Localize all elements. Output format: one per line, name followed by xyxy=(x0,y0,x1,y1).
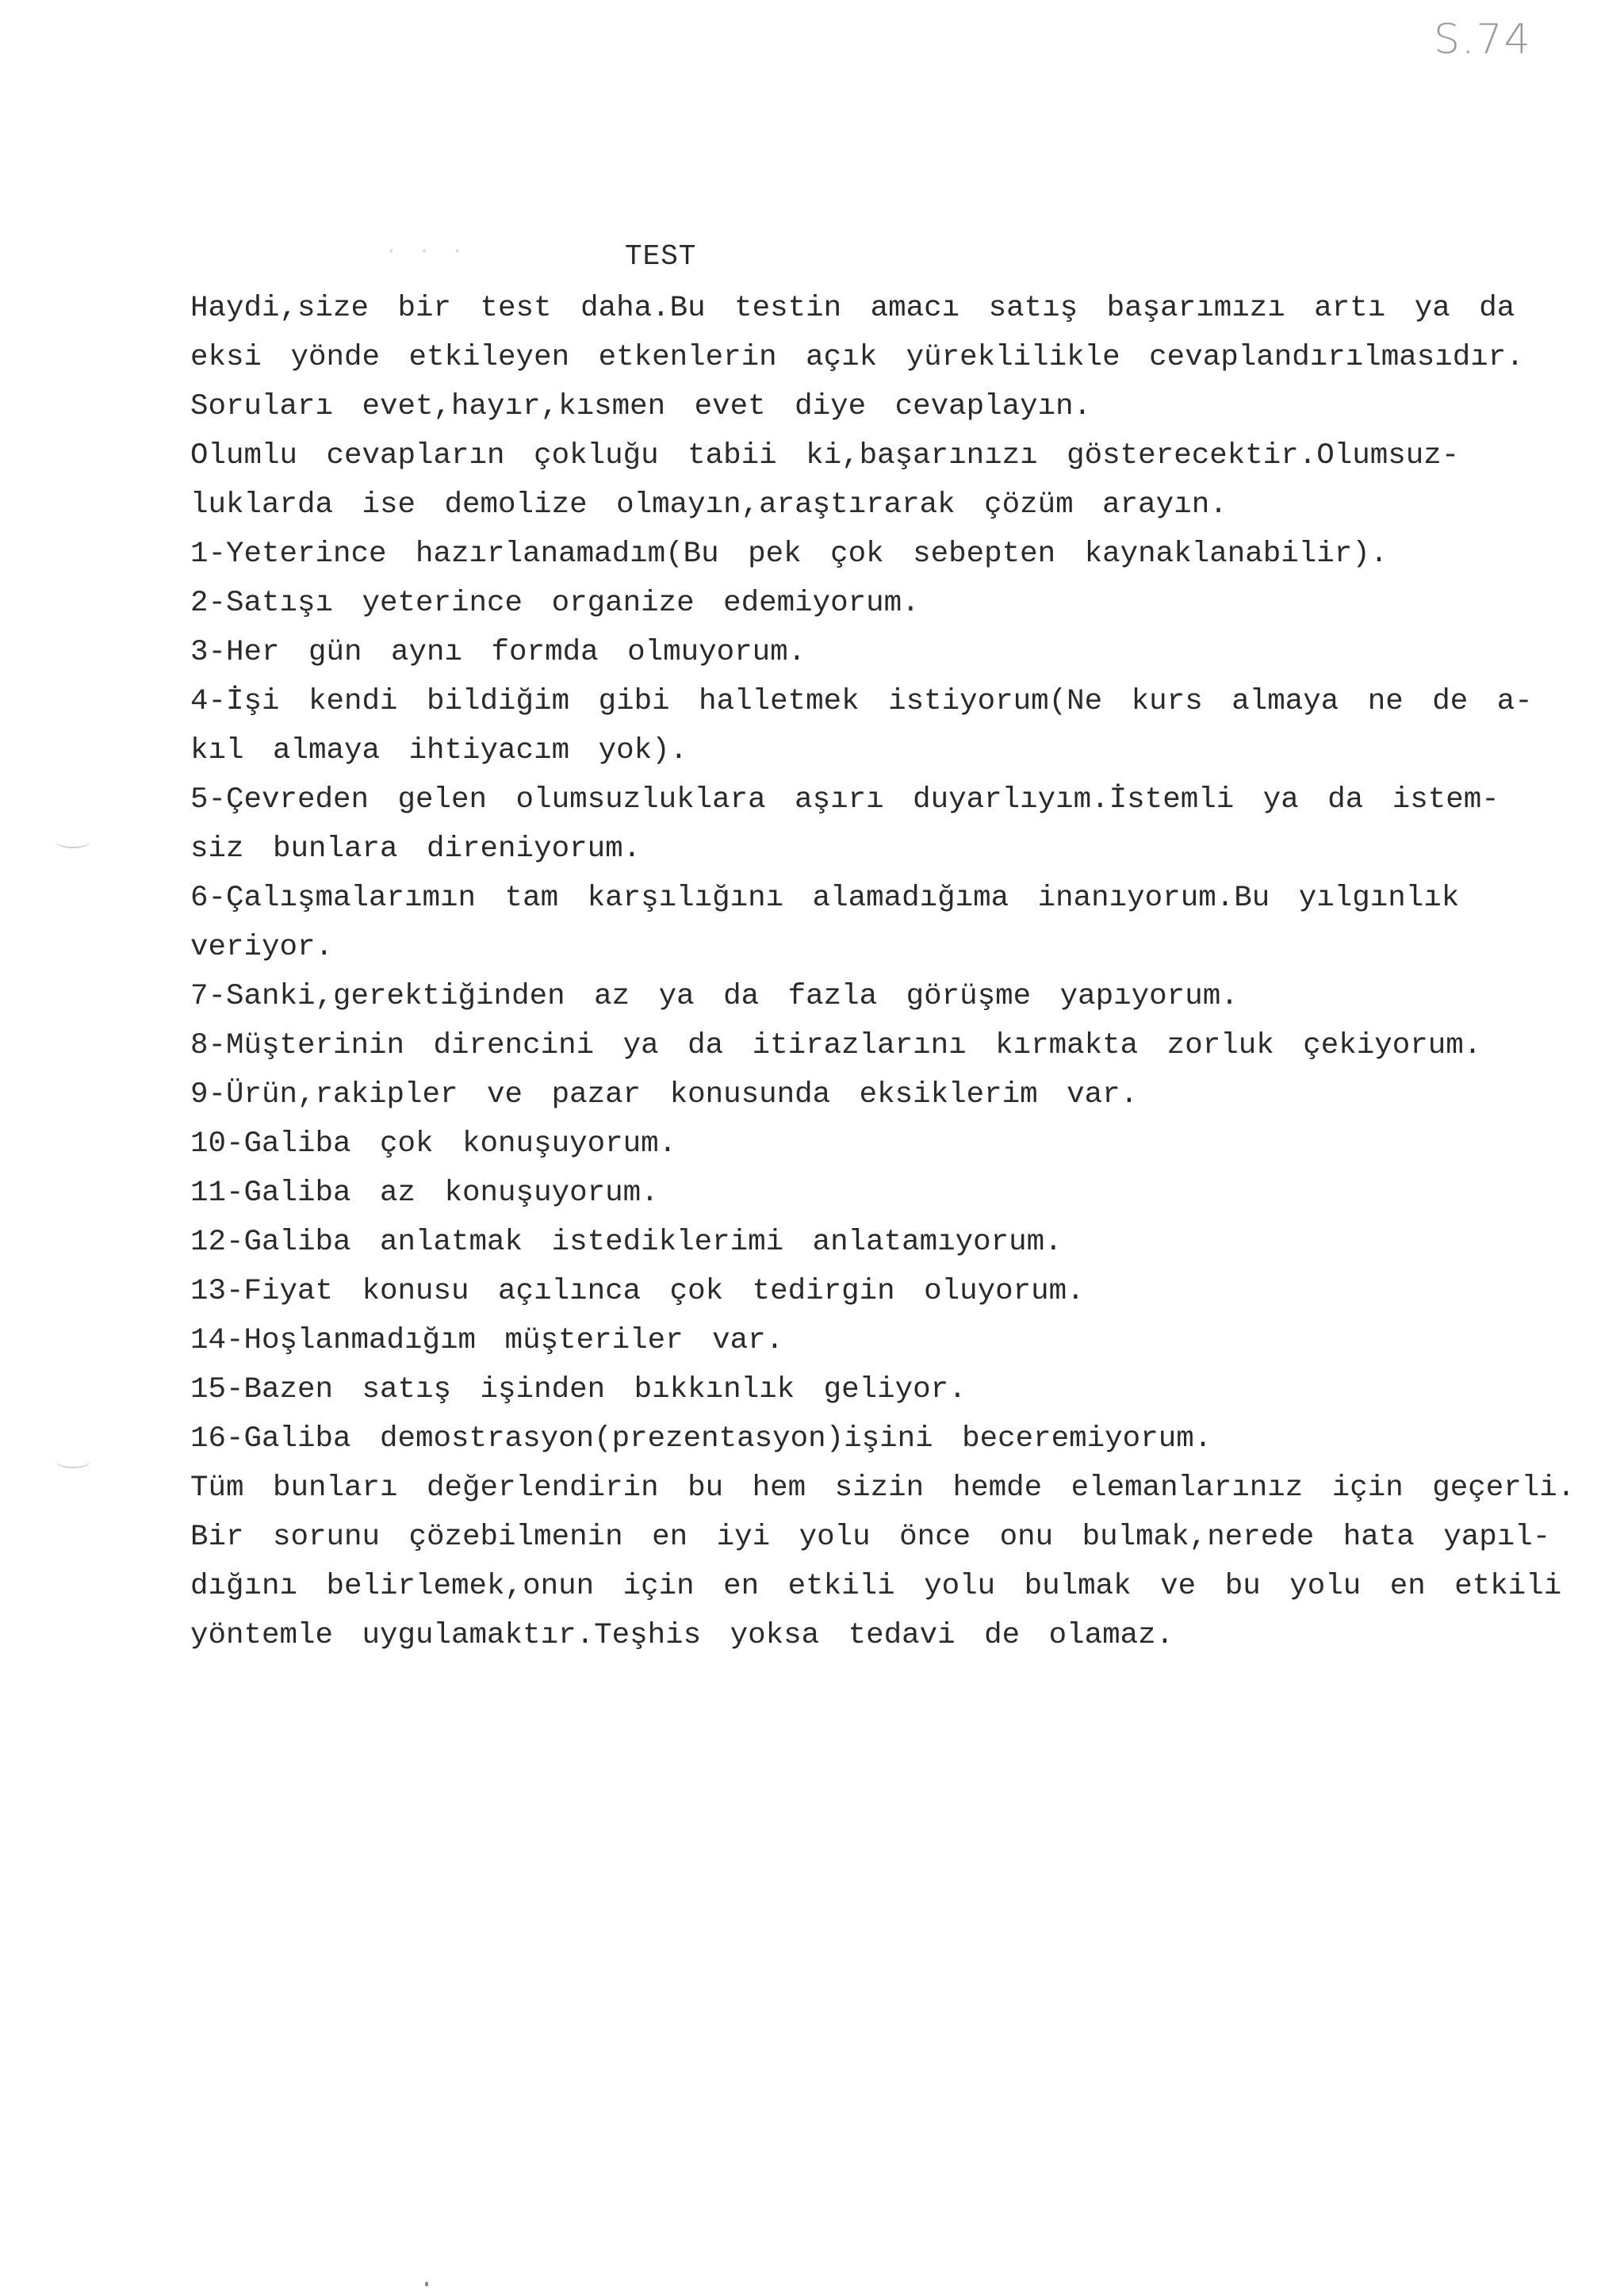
scan-speck xyxy=(425,2282,428,2286)
list-item: 3-Her gün aynı formda olmuyorum. xyxy=(190,636,806,669)
list-item: 14-Hoşlanmadığım müşteriler var. xyxy=(190,1324,784,1357)
text-line: Tüm bunları değerlendirin bu hem sizin hemde elemanlarınız için geçerli. xyxy=(190,1471,1576,1505)
text-line: Haydi,size bir test daha.Bu testin amacı satış başarımızı artı ya da xyxy=(190,292,1515,325)
list-item: 8-Müşterinin direncini ya da itirazlarını kırmakta zorluk çekiyorum. xyxy=(190,1029,1482,1062)
list-item: kıl almaya ihtiyacım yok). xyxy=(190,734,688,767)
document-body xyxy=(190,284,1610,1660)
list-item: 5-Çevreden gelen olumsuzluklara aşırı duyarlıyım.İstemli ya da istem- xyxy=(190,783,1500,817)
list-item: 6-Çalışmalarımın tam karşılığını alamadığıma inanıyorum.Bu yılgınlık xyxy=(190,882,1460,915)
list-item: 1-Yeterince hazırlanamadım(Bu pek çok sebepten kaynaklanabilir). xyxy=(190,538,1388,571)
text-line: yöntemle uygulamaktır.Teşhis yoksa tedavi de olamaz. xyxy=(190,1619,1174,1652)
text-line: luklarda ise demolize olmayın,araştırarak çözüm arayın. xyxy=(190,488,1228,522)
text-line: Bir sorunu çözebilmenin en iyi yolu önce onu bulmak,nerede hata yapıl- xyxy=(190,1521,1551,1554)
list-item: 12-Galiba anlatmak istediklerimi anlatamıyorum. xyxy=(190,1226,1063,1259)
text-line: Olumlu cevapların çokluğu tabii ki,başarınızı gösterecektir.Olumsuz- xyxy=(190,439,1460,473)
list-item: siz bunlara direniyorum. xyxy=(190,832,642,866)
list-item: 7-Sanki,gerektiğinden az ya da fazla görüşme yapıyorum. xyxy=(190,980,1239,1013)
list-item: 4-İşi kendi bildiğim gibi halletmek istiyorum(Ne kurs almaya ne de a- xyxy=(190,685,1533,718)
list-item: 16-Galiba demostrasyon(prezentasyon)işini beceremiyorum. xyxy=(190,1422,1212,1456)
faded-smudge: · · · xyxy=(385,239,468,264)
list-item: 15-Bazen satış işinden bıkkınlık geliyor. xyxy=(190,1373,967,1406)
text-line: dığını belirlemek,onun için en etkili yolu bulmak ve bu yolu en etkili xyxy=(190,1570,1562,1603)
text-line: eksi yönde etkileyen etkenlerin açık yüreklilikle cevaplandırılmasıdır. xyxy=(190,341,1524,374)
list-item: 13-Fiyat konusu açılınca çok tedirgin oluyorum. xyxy=(190,1275,1085,1308)
handwritten-page-number: S.74 xyxy=(1434,16,1532,63)
punch-hole-mark xyxy=(56,834,90,848)
list-item: 2-Satışı yeterince organize edemiyorum. xyxy=(190,587,920,620)
text-line: Soruları evet,hayır,kısmen evet diye cevaplayın. xyxy=(190,390,1092,423)
page-title: TEST xyxy=(625,240,697,273)
list-item: 11-Galiba az konuşuyorum. xyxy=(190,1177,659,1210)
list-item: 10-Galiba çok konuşuyorum. xyxy=(190,1127,677,1161)
list-item: veriyor. xyxy=(190,931,334,964)
list-item: 9-Ürün,rakipler ve pazar konusunda eksiklerim var. xyxy=(190,1078,1139,1112)
punch-hole-mark xyxy=(56,1454,90,1468)
